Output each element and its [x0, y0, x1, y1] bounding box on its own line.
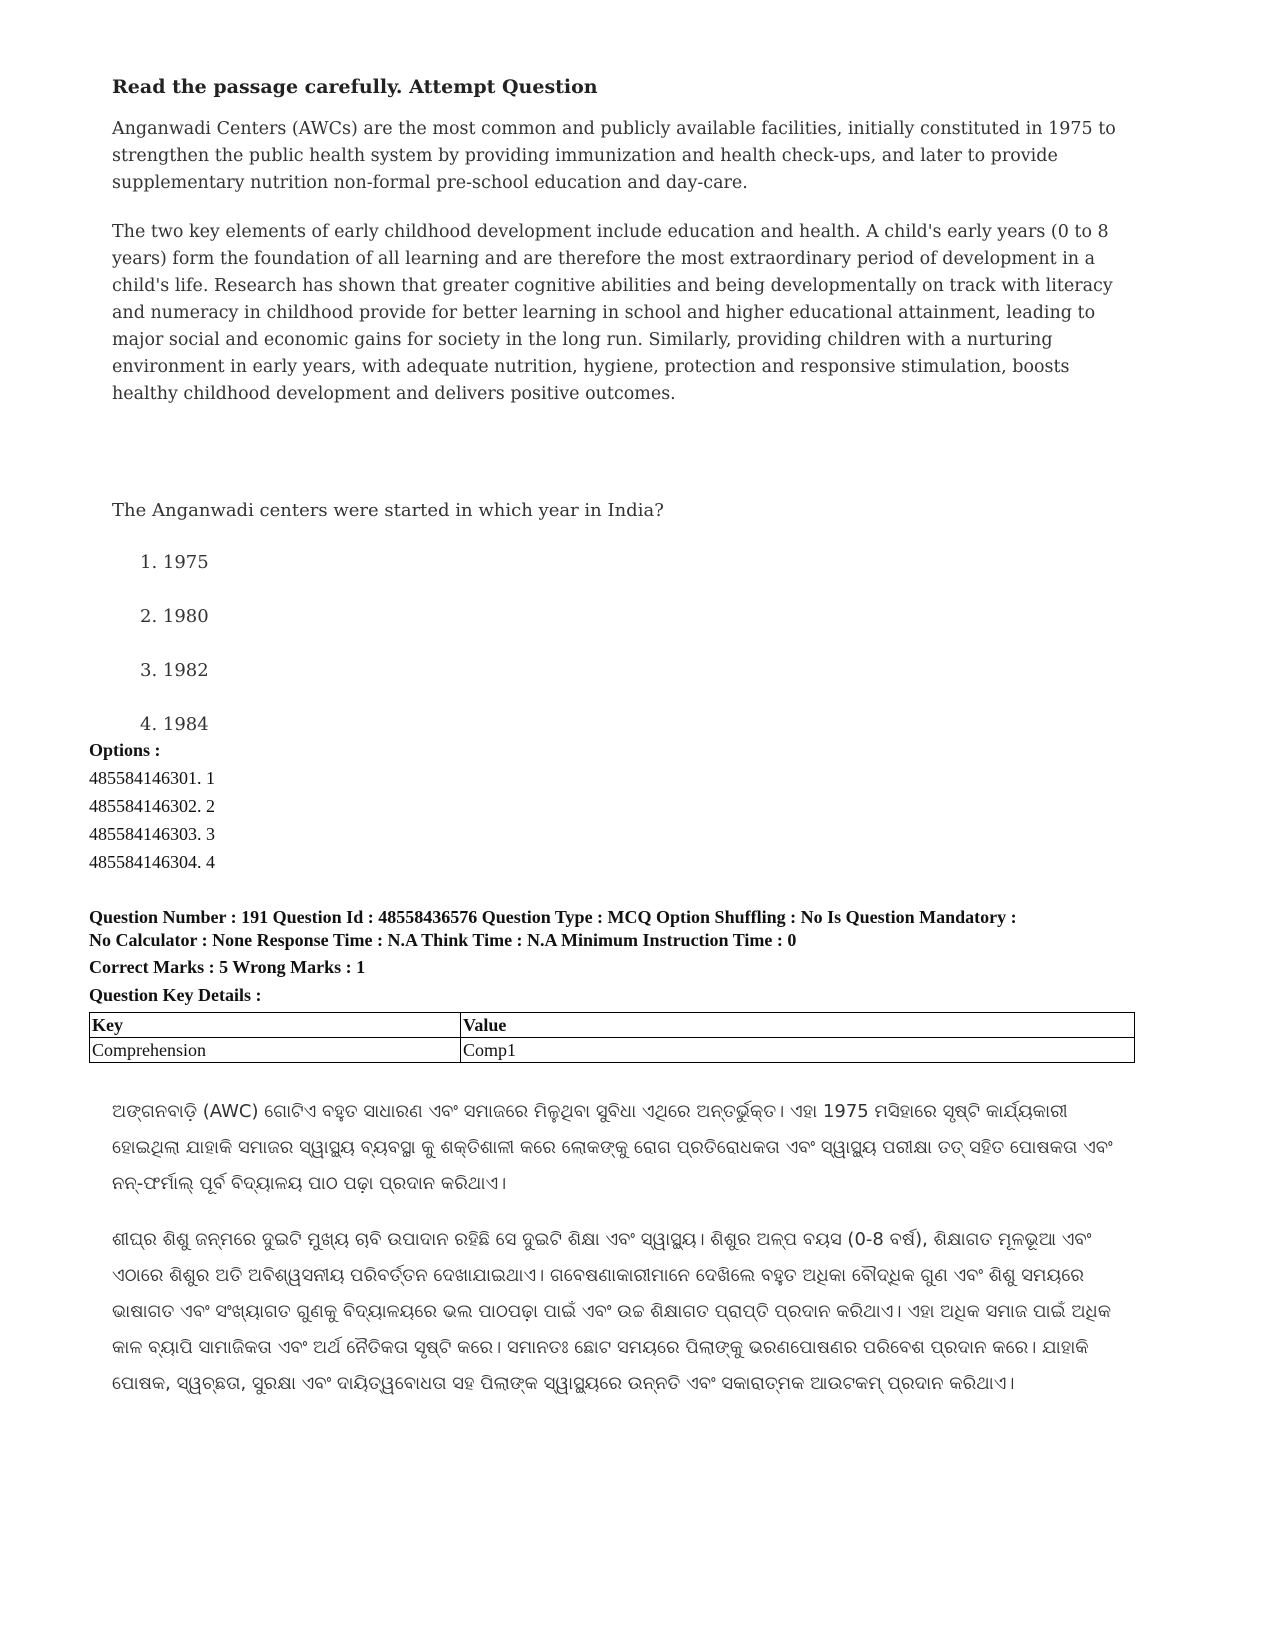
options-label: Options : [89, 740, 161, 760]
meta-line: Question Number : 191 Question Id : 48558436576 Question Type : MCQ Option Shuffling : No Is Question Mandatory : [89, 907, 1017, 927]
choice-item: 2. 1980 [140, 606, 209, 627]
odia-paragraph: ଅଙ୍ଗନବାଡ଼ି (AWC) ଗୋଟିଏ ବହୁତ ସାଧାରଣ ଏବଂ ସମାଜରେ ମିଳୁଥିବା ସୁବିଧା ଏଥିରେ ଅନ୍ତର୍ଭୁକ୍ତ। ଏହା 1975 ମସିହାରେ ସୃଷ୍ଟି କାର୍ଯ୍ୟକାରୀ ହୋଇଥିଲା ଯାହାକି ସମାଜର ସ୍ୱାସ୍ଥ୍ୟ ବ୍ୟବସ୍ଥା କୁ ଶକ୍ତିଶାଳୀ କରେ ଲୋକଙ୍କୁ ରୋଗ ପ୍ରତିରୋଧକତା ଏବଂ ସ୍ୱାସ୍ଥ୍ୟ ପରୀକ୍ଷା ତତ୍ ସହିତ ପୋଷକତା ଏବଂ ନନ୍-ଫର୍ମାଲ୍ ପୂର୍ବ ବିଦ୍ୟାଳୟ ପାଠ ପଢ଼ା ପ୍ରଦାନ କରିଥାଏ। [112, 1101, 1113, 1194]
odia-passage [112, 1094, 1132, 1422]
question-meta [89, 906, 1149, 952]
meta-line: No Calculator : None Response Time : N.A Think Time : N.A Minimum Instruction Time : 0 [89, 930, 797, 950]
passage-paragraph: The two key elements of early childhood development include education and health. A child's early years (0 to 8 years) form the foundation of all learning and are therefore the most extraordinary period of development in a child's life. Research has shown that greater cognitive abilities and being developmentally on track with literacy and numeracy in childhood provide for better learning in school and higher educational attainment, leading to major social and economic gains for society in the long run. Similarly, providing children with a nurturing environment in early years, with adequate nutrition, hygiene, protection and responsive stimulation, boosts healthy childhood development and delivers positive outcomes. [112, 222, 1113, 404]
table-header-cell: Key [90, 1013, 461, 1038]
choice-item: 3. 1982 [140, 660, 209, 681]
option-item: 485584146301. 1 [89, 768, 215, 788]
choice-item: 1. 1975 [140, 552, 209, 573]
marks-line: Correct Marks : 5 Wrong Marks : 1 [89, 957, 366, 977]
option-item: 485584146302. 2 [89, 796, 215, 816]
table-row [90, 1038, 1135, 1063]
odia-paragraph: ଶୀଘ୍ର ଶିଶୁ ଜନ୍ମରେ ଦୁଇଟି ମୁଖ୍ୟ ଚାବି ଉପାଦାନ ରହିଛି ସେ ଦୁଇଟି ଶିକ୍ଷା ଏବଂ ସ୍ୱାସ୍ଥ୍ୟ। ଶିଶୁର ଅଳ୍ପ ବୟସ (0-8 ବର୍ଷ), ଶିକ୍ଷାଗତ ମୂଳଭୂଆ ଏବଂ ଏଠାରେ ଶିଶୁର ଅତି ଅବିଶ୍ୱସନୀୟ ପରିବର୍ତ୍ତନ ଦେଖାଯାଇଥାଏ। ଗବେଷଣାକାରୀମାନେ ଦେଖିଲେ ବହୁତ ଅଧିକା ବୌଦ୍ଧିକ ଗୁଣ ଏବଂ ଶିଶୁ ସମୟରେ ଭାଷାଗତ ଏବଂ ସଂଖ୍ୟାଗତ ଗୁଣକୁ ବିଦ୍ୟାଳୟରେ ଭଲ ପାଠପଢ଼ା ପାଇଁ ଏବଂ ଉଚ୍ଚ ଶିକ୍ଷାଗତ ପ୍ରାପ୍ତି ପ୍ରଦାନ କରିଥାଏ। ଏହା ଅଧିକ ସମାଜ ପାଇଁ ଅଧିକ କାଳ ବ୍ୟାପି ସାମାଜିକତା ଏବଂ ଅର୍ଥ ନୈତିକତା ସୃଷ୍ଟି କରେ। ସମାନତଃ ଛୋଟ ସମୟରେ ପିଲାଙ୍କୁ ଭରଣପୋଷଣର ପରିବେଶ ପ୍ରଦାନ କରେ। ଯାହାକି ପୋଷକ, ସ୍ୱଚ୍ଛତା, ସୁରକ୍ଷା ଏବଂ ଦାୟିତ୍ୱବୋଧତା ସହ ପିଲାଙ୍କ ସ୍ୱାସ୍ଥ୍ୟରେ ଉନ୍ନତି ଏବଂ ସକାରାତ୍ମକ ଆଉଟକମ୍ ପ୍ରଦାନ କରିଥାଏ। [112, 1229, 1112, 1394]
key-details-label: Question Key Details : [89, 985, 262, 1005]
choice-item: 4. 1984 [140, 714, 209, 735]
table-header-cell: Value [461, 1013, 1135, 1038]
passage-paragraph: Anganwadi Centers (AWCs) are the most common and publicly available facilities, initially constituted in 1975 to strengthen the public health system by providing immunization and health check-ups, and later to provide supplementary nutrition non-formal pre-school education and day-care. [112, 119, 1116, 193]
question-text: The Anganwadi centers were started in which year in India? [112, 500, 664, 521]
options-block [89, 736, 215, 876]
passage-heading: Read the passage carefully. Attempt Question [112, 76, 598, 98]
option-item: 485584146303. 3 [89, 824, 215, 844]
table-header-row [90, 1013, 1135, 1038]
table-cell: Comprehension [90, 1038, 461, 1063]
key-details-table [89, 1012, 1135, 1063]
english-passage [112, 76, 1122, 430]
table-cell: Comp1 [461, 1038, 1135, 1063]
option-item: 485584146304. 4 [89, 852, 215, 872]
